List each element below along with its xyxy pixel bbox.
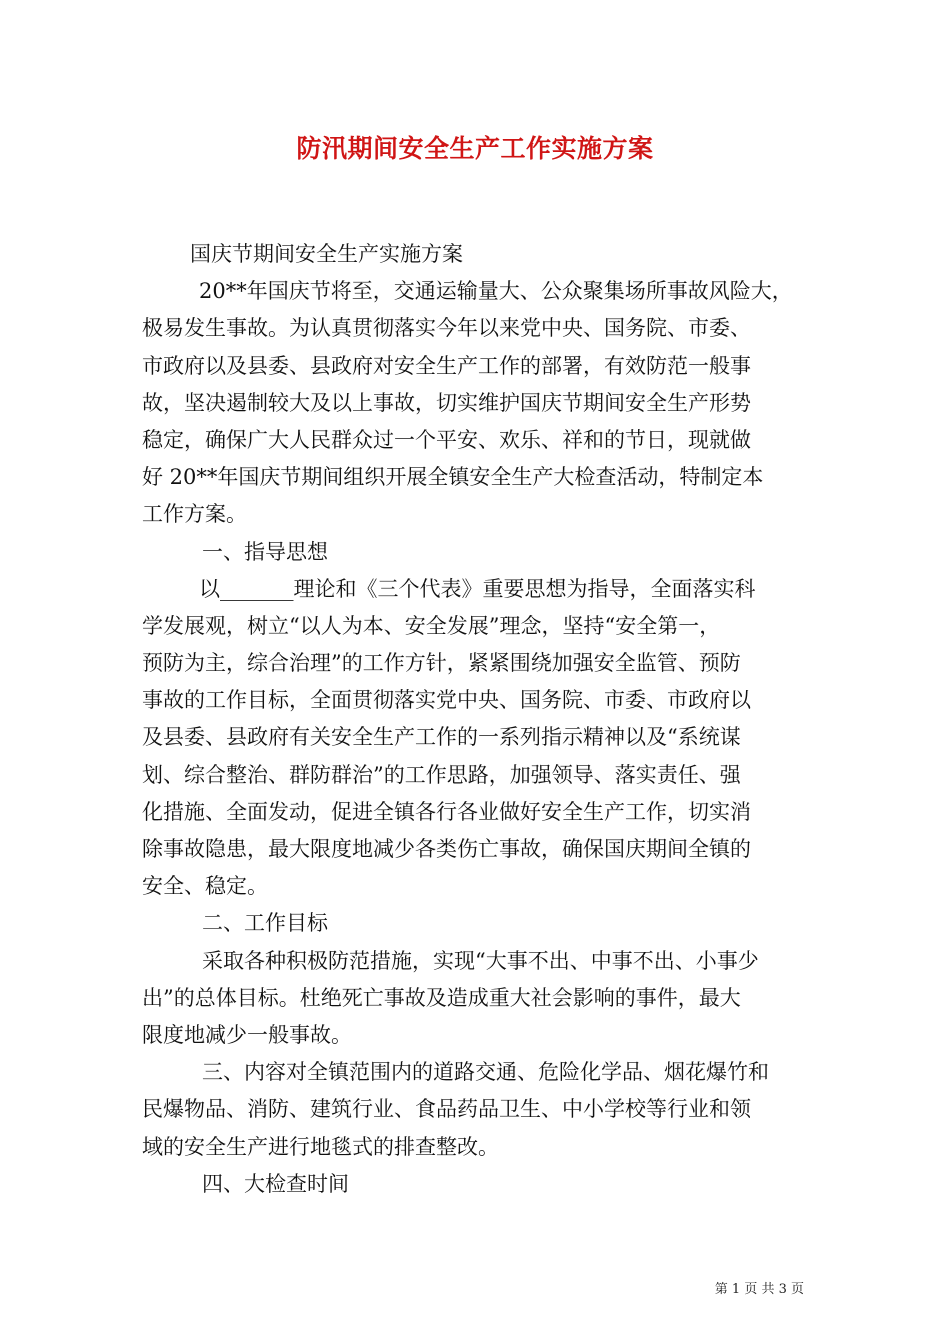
subtitle-line: 国庆节期间安全生产实施方案 (190, 242, 463, 266)
body-line: 故，坚决遏制较大及以上事故，切实维护国庆节期间安全生产形势 (142, 390, 751, 415)
body-line: 民爆物品、消防、建筑行业、食品药品卫生、中小学校等行业和领 (142, 1097, 751, 1122)
body-line: 20**年国庆节将至，交通运输量大、公众聚集场所事故风险大， (199, 279, 793, 304)
body-line: 好 20**年国庆节期间组织开展全镇安全生产大检查活动，特制定本 (142, 465, 764, 490)
page-number: 第 1 页 共 3 页 (714, 1282, 804, 1297)
body-line: 化措施、全面发动，促进全镇各行各业做好安全生产工作，切实消 (142, 799, 751, 824)
document-body (142, 236, 812, 1203)
body-line: 学发展观，树立“以人为本、安全发展”理念，坚持“安全第一， (142, 613, 721, 638)
section-heading: 二、工作目标 (202, 911, 328, 936)
section-heading: 三、内容对全镇范围内的道路交通、危险化学品、烟花爆竹和 (202, 1060, 769, 1085)
section-heading: 四、大检查时间 (202, 1171, 349, 1196)
body-line: 及县委、县政府有关安全生产工作的一系列指示精神以及“系统谋 (142, 725, 741, 750)
body-line: 域的安全生产进行地毯式的排查整改。 (142, 1134, 499, 1159)
body-line: 采取各种积极防范措施，实现“大事不出、中事不出、小事少 (202, 948, 759, 973)
body-line: 稳定，确保广大人民群众过一个平安、欢乐、祥和的节日，现就做 (142, 427, 751, 452)
body-line: 安全、稳定。 (142, 874, 268, 899)
body-line: 以_______理论和《三个代表》重要思想为指导，全面落实科 (199, 576, 756, 601)
body-line: 市政府以及县委、县政府对安全生产工作的部署，有效防范一般事 (142, 353, 751, 378)
body-line: 预防为主，综合治理”的工作方针，紧紧围绕加强安全监管、预防 (142, 651, 741, 676)
body-line: 工作方案。 (142, 502, 247, 527)
body-line: 极易发生事故。为认真贯彻落实今年以来党中央、国务院、市委、 (142, 316, 751, 341)
document-title: 防汛期间安全生产工作实施方案 (296, 134, 654, 163)
body-line: 划、综合整治、群防群治”的工作思路，加强领导、落实责任、强 (142, 762, 741, 787)
body-line: 事故的工作目标，全面贯彻落实党中央、国务院、市委、市政府以 (142, 688, 751, 713)
body-line: 限度地减少一般事故。 (142, 1022, 352, 1047)
body-line: 除事故隐患，最大限度地减少各类伤亡事故，确保国庆期间全镇的 (142, 837, 751, 861)
body-line: 出”的总体目标。杜绝死亡事故及造成重大社会影响的事件，最大 (142, 985, 741, 1010)
section-heading: 一、指导思想 (202, 539, 328, 564)
